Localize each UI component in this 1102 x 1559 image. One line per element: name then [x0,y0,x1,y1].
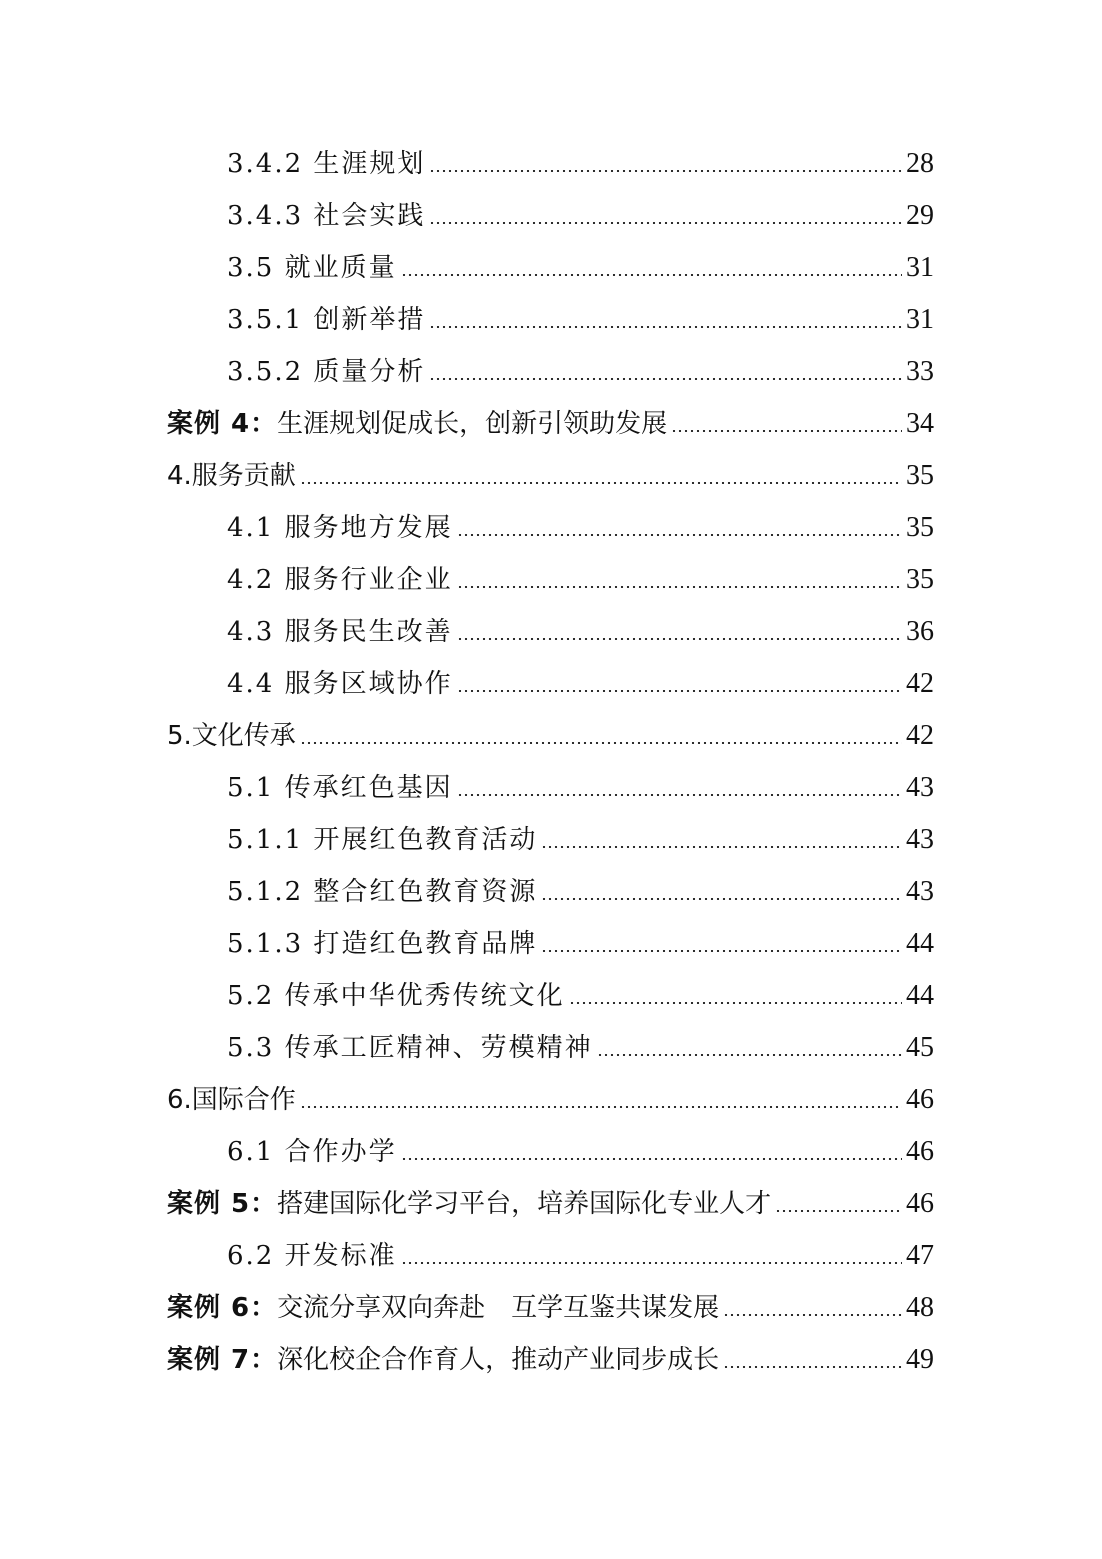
toc-entry-label: 3.5.2 质量分析 [227,357,426,387]
case-title: 搭建国际化学习平台，培养国际化专业人才 [277,1189,772,1219]
toc-section-entry[interactable] [0,190,1102,242]
dot-leader [671,430,902,432]
toc-entry-label [167,1282,719,1334]
page-number: 43 [906,824,934,855]
toc-chapter-entry[interactable] [0,1074,1102,1126]
dot-leader [429,326,902,328]
page-number: 48 [906,1292,934,1323]
toc-entry-label: 5.1.2 整合红色教育资源 [227,877,538,907]
toc-case-entry[interactable] [0,1178,1102,1230]
page-number: 44 [906,980,934,1011]
dot-leader [300,1106,902,1108]
toc-entry-label: 3.4.2 生涯规划 [227,149,426,179]
page-number: 44 [906,928,934,959]
toc-section-entry[interactable] [0,1126,1102,1178]
toc-entry-label: 5.1.1 开展红色教育活动 [227,825,538,855]
toc-chapter-entry[interactable] [0,710,1102,762]
toc-entry-label: 5.文化传承 [167,721,296,751]
dot-leader [300,482,902,484]
toc-entry-label: 6.2 开发标准 [227,1241,397,1271]
toc-entry-label: 3.4.3 社会实践 [227,201,426,231]
page-number: 36 [906,616,934,647]
dot-leader [541,950,902,952]
page-number: 34 [906,408,934,439]
toc-entry-label: 4.1 服务地方发展 [227,513,453,543]
toc-entry-label: 6.1 合作办学 [227,1137,397,1167]
toc-case-entry[interactable] [0,1282,1102,1334]
toc-chapter-entry[interactable] [0,450,1102,502]
dot-leader [429,222,902,224]
toc-entry-label [167,1178,771,1230]
toc-section-entry[interactable] [0,1230,1102,1282]
toc-entry-label: 4.服务贡献 [167,461,296,491]
dot-leader [541,846,902,848]
case-title: 交流分享双向奔赴 互学互鉴共谋发展 [277,1293,720,1323]
dot-leader [401,274,902,276]
toc-entry-label: 3.5.1 创新举措 [227,305,426,335]
page-number: 35 [906,564,934,595]
case-prefix: 案例 4： [167,409,278,439]
page-number: 47 [906,1240,934,1271]
page-number: 28 [906,148,934,179]
dot-leader [457,586,902,588]
case-title: 生涯规划促成长，创新引领助发展 [277,409,668,439]
case-title: 深化校企合作育人，推动产业同步成长 [277,1345,720,1375]
toc-entry-label: 4.2 服务行业企业 [227,565,453,595]
dot-leader [457,534,902,536]
page-number: 43 [906,876,934,907]
toc-section-entry[interactable] [0,658,1102,710]
case-prefix: 案例 5： [167,1189,278,1219]
toc-case-entry[interactable] [0,398,1102,450]
toc-section-entry[interactable] [0,242,1102,294]
page-number: 35 [906,460,934,491]
toc-section-entry[interactable] [0,970,1102,1022]
toc-section-entry[interactable] [0,814,1102,866]
dot-leader [597,1054,902,1056]
page-number: 45 [906,1032,934,1063]
dot-leader [723,1366,902,1368]
dot-leader [401,1158,902,1160]
dot-leader [541,898,902,900]
page-number: 33 [906,356,934,387]
page-number: 29 [906,200,934,231]
toc-entry-label [167,1334,719,1386]
toc-section-entry[interactable] [0,554,1102,606]
dot-leader [569,1002,902,1004]
toc-section-entry[interactable] [0,762,1102,814]
toc-entry-label: 5.3 传承工匠精神、劳模精神 [227,1033,593,1063]
dot-leader [775,1210,902,1212]
toc-entry-label: 5.1.3 打造红色教育品牌 [227,929,538,959]
toc-section-entry[interactable] [0,1022,1102,1074]
toc-section-entry[interactable] [0,918,1102,970]
toc-entry-label: 5.1 传承红色基因 [227,773,453,803]
toc-entry-label: 5.2 传承中华优秀传统文化 [227,981,565,1011]
page-number: 31 [906,252,934,283]
dot-leader [401,1262,902,1264]
page-number: 35 [906,512,934,543]
page-number: 42 [906,720,934,751]
page-number: 46 [906,1084,934,1115]
toc-entry-label: 3.5 就业质量 [227,253,397,283]
toc-section-entry[interactable] [0,346,1102,398]
toc-entry-label [167,398,667,450]
dot-leader [457,690,902,692]
dot-leader [457,638,902,640]
page-number: 46 [906,1136,934,1167]
toc-entry-label: 4.4 服务区域协作 [227,669,453,699]
case-prefix: 案例 7： [167,1345,278,1375]
page-number: 42 [906,668,934,699]
table-of-contents [0,138,1102,1386]
dot-leader [723,1314,902,1316]
case-prefix: 案例 6： [167,1293,278,1323]
toc-entry-label: 4.3 服务民生改善 [227,617,453,647]
page-number: 31 [906,304,934,335]
toc-section-entry[interactable] [0,138,1102,190]
page-number: 49 [906,1344,934,1375]
toc-entry-label: 6.国际合作 [167,1085,296,1115]
toc-case-entry[interactable] [0,1334,1102,1386]
page-number: 43 [906,772,934,803]
dot-leader [457,794,902,796]
dot-leader [429,170,902,172]
page-number: 46 [906,1188,934,1219]
toc-section-entry[interactable] [0,502,1102,554]
dot-leader [300,742,902,744]
toc-section-entry[interactable] [0,866,1102,918]
toc-section-entry[interactable] [0,606,1102,658]
dot-leader [429,378,902,380]
toc-section-entry[interactable] [0,294,1102,346]
